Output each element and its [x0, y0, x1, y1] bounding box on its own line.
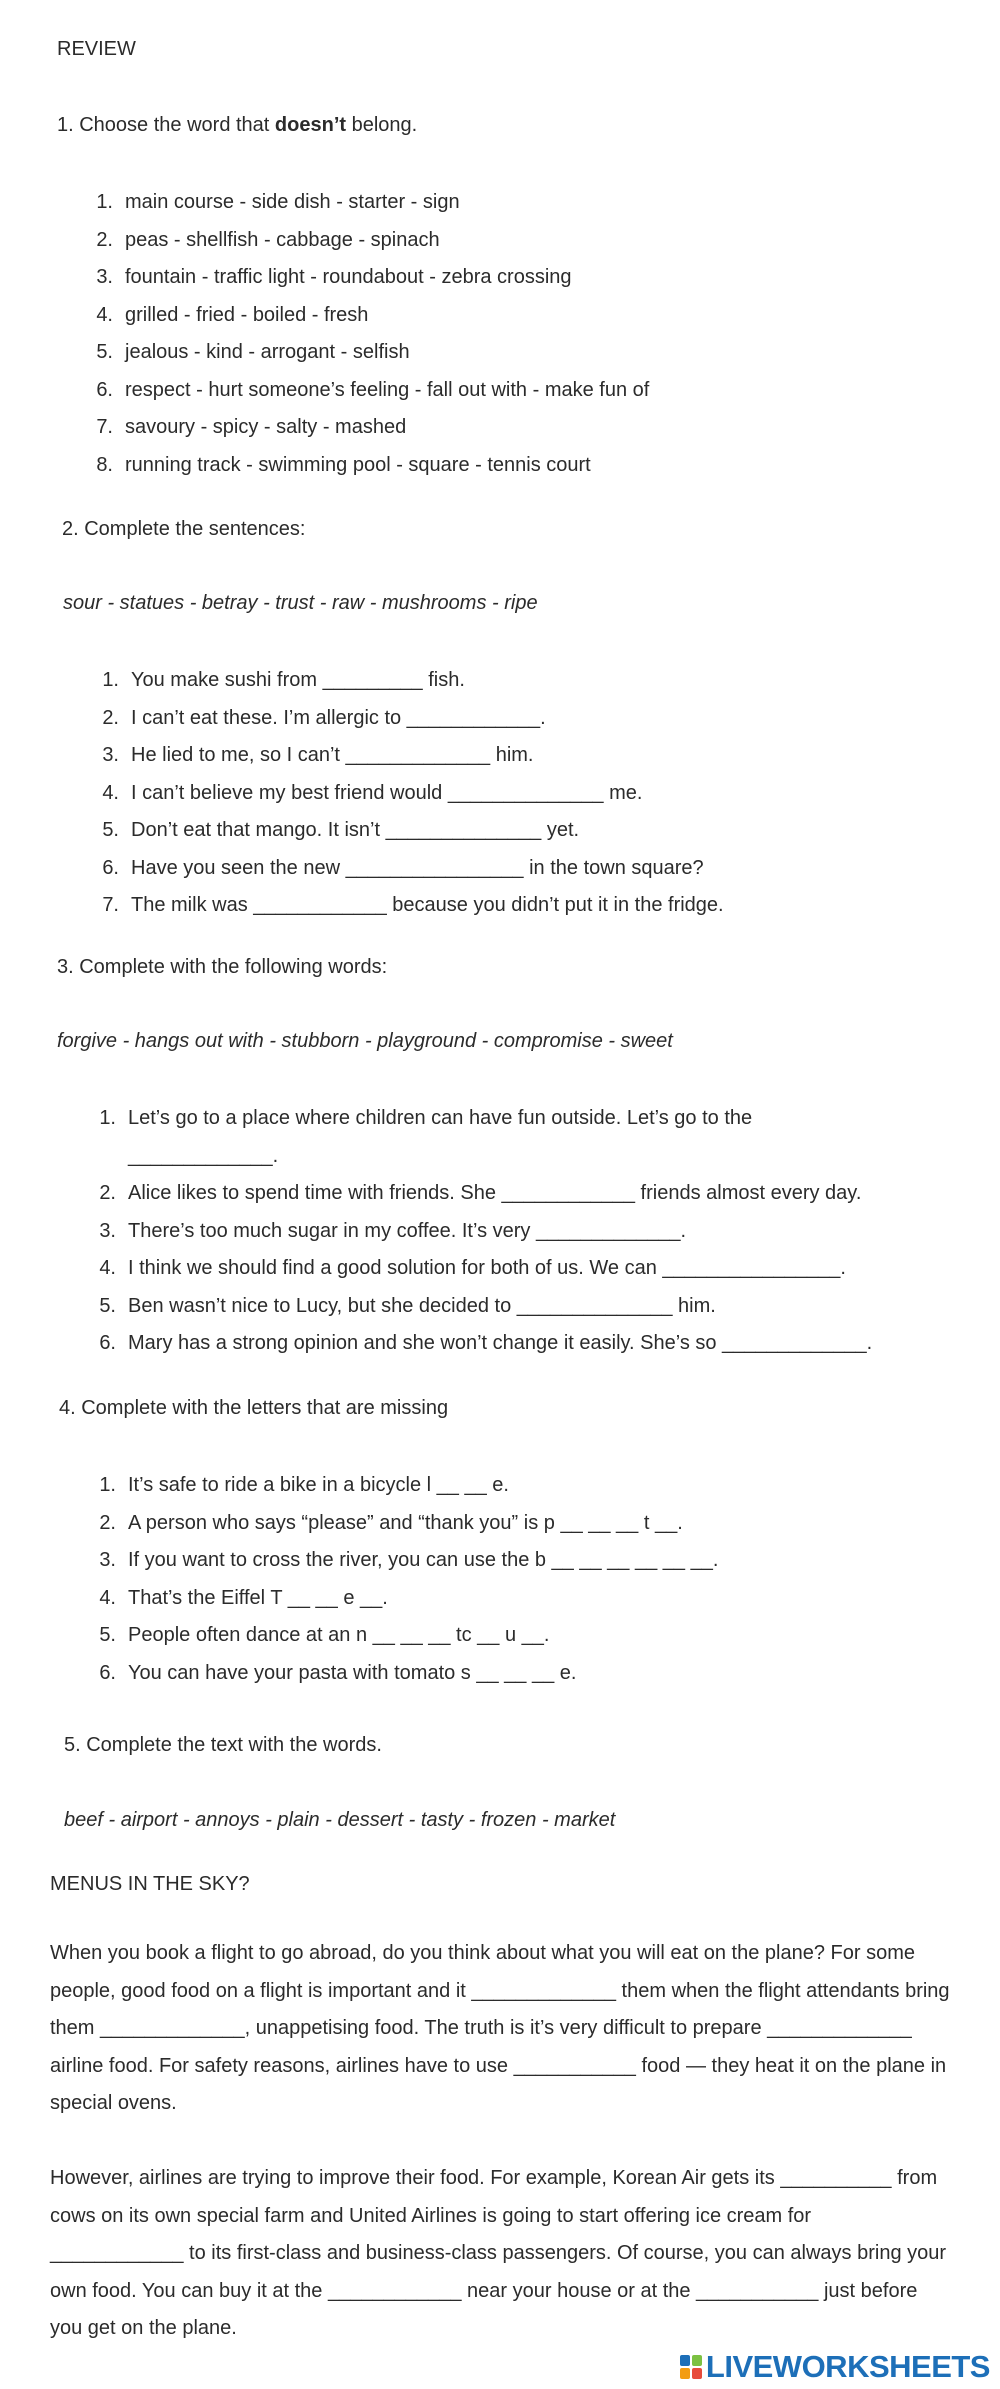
section-5-heading: 5. Complete the text with the words.: [64, 1734, 382, 1756]
list-item-text: running track - swimming pool - square - tennis court: [125, 453, 591, 476]
list-item-number: 3.: [102, 744, 119, 766]
worksheet-title: REVIEW: [57, 38, 136, 60]
list-item-number: 6.: [99, 1661, 116, 1684]
list-item-number: 7.: [102, 894, 119, 916]
section-5-word-bank: beef - airport - annoys - plain - dessert - tasty - frozen - market: [64, 1809, 616, 1831]
liveworksheets-logo: [680, 2349, 990, 2385]
list-item-text: I can’t eat these. I’m allergic to ____________.: [131, 706, 546, 729]
list-item-number: 3.: [96, 266, 113, 288]
list-item-number: 2.: [99, 1511, 116, 1534]
text-title: MENUS IN THE SKY?: [50, 1873, 250, 1895]
list-item-text: jealous - kind - arrogant - selfish: [125, 341, 410, 363]
section-3-heading: 3. Complete with the following words:: [57, 956, 388, 978]
list-item-text: People often dance at an n __ __ __ tc __ u __.: [128, 1624, 550, 1646]
list-item-number: 1.: [96, 191, 113, 213]
list-item-number: 2.: [99, 1182, 116, 1204]
list-item-number: 6.: [102, 856, 119, 879]
list-item-text: You can have your pasta with tomato s __ __ __ e.: [128, 1661, 577, 1684]
list-item-number: 6.: [96, 378, 113, 401]
list-item-text: peas - shellfish - cabbage - spinach: [125, 228, 440, 251]
list-item-number: 2.: [96, 228, 113, 251]
list-item-text: That’s the Eiffel T __ __ e __.: [128, 1586, 388, 1609]
list-item-number: 3.: [99, 1549, 116, 1571]
list-item-number: 4.: [96, 303, 113, 326]
list-item-text: There’s too much sugar in my coffee. It’s very _____________.: [128, 1219, 687, 1242]
list-item-number: 1.: [102, 669, 119, 691]
list-item-number: 5.: [102, 819, 119, 841]
list-item-text: A person who says “please” and “thank you” is p __ __ __ t __.: [128, 1511, 683, 1534]
list-item-text: It’s safe to ride a bike in a bicycle l __ __ e.: [128, 1474, 509, 1496]
list-item-text: I think we should find a good solution for both of us. We can ________________.: [128, 1257, 846, 1279]
list-item-text: Mary has a strong opinion and she won’t change it easily. She’s so _____________.: [128, 1332, 873, 1354]
list-item-text: Ben wasn’t nice to Lucy, but she decided to ______________ him.: [128, 1294, 716, 1317]
list-item-text: You make sushi from _________ fish.: [131, 669, 465, 691]
section-2-heading: 2. Complete the sentences:: [62, 518, 306, 540]
list-item-text: Don’t eat that mango. It isn’t ______________ yet.: [131, 819, 580, 841]
list-item-text: grilled - fried - boiled - fresh: [125, 303, 369, 326]
list-item-number: 6.: [99, 1332, 116, 1354]
list-item-number: 2.: [102, 706, 119, 729]
list-item-text: If you want to cross the river, you can use the b __ __ __ __ __ __.: [128, 1549, 719, 1571]
list-item-text: He lied to me, so I can’t _____________ him.: [131, 744, 534, 766]
text-paragraph-2: However, airlines are trying to improve their food. For example, Korean Air gets its __________ from cows on its own special farm and United Airlines is going to start offering ice cream for ____________ to its first-class and business-class passengers. Of course, you can always bring your own food. You can buy it at the ____________ near your house or at the ___________ just before you get on the plane.: [50, 2167, 947, 2339]
list-item-number: 4.: [99, 1257, 116, 1279]
section-3-word-bank: forgive - hangs out with - stubborn - playground - compromise - sweet: [57, 1030, 673, 1052]
list-item-number: 4.: [99, 1586, 116, 1609]
text-paragraph-1: When you book a flight to go abroad, do you think about what you will eat on the plane? For some people, good food on a flight is important and it _____________ them when the flight attendants bring them _____________, unappetising food. The truth is it’s very difficult to prepare _____________ airline food. For safety reasons, airlines have to use ___________ food — they heat it on the plane in special ovens.: [50, 1942, 950, 2114]
section-2-word-bank: sour - statues - betray - trust - raw - mushrooms - ripe: [63, 592, 538, 614]
section-1-heading: 1. Choose the word that doesn’t belong.: [57, 114, 418, 136]
list-item-text: fountain - traffic light - roundabout - zebra crossing: [125, 266, 572, 288]
list-item-text: I can’t believe my best friend would ______________ me.: [131, 781, 643, 804]
list-item-number: 4.: [102, 781, 119, 804]
list-item-text: Have you seen the new ________________ in the town square?: [131, 856, 704, 879]
list-item-text: savoury - spicy - salty - mashed: [125, 416, 407, 438]
list-item-number: 7.: [96, 416, 113, 438]
list-item-text: Alice likes to spend time with friends. She ____________ friends almost every day.: [128, 1182, 862, 1204]
list-item-text: Let’s go to a place where children can have fun outside. Let’s go to the: [128, 1107, 753, 1129]
list-item-text: main course - side dish - starter - sign: [125, 191, 460, 213]
list-item-number: 1.: [99, 1474, 116, 1496]
list-item-number: 5.: [99, 1624, 116, 1646]
worksheet-page: REVIEW 1. Choose the word that doesn’t belong. 1. main course - side dish - starter - sign 2. peas - shellfish - cabbage - spinach 3. fountain - traffic light - roundabout - zebra crossing 4. grilled - fried - boiled - fresh 5. jealous - kind - arrogant - selfish 6. respect - hurt someone’s feeling - fall out with - make fun of 7. savoury - spicy - salty - mashed 8. running track - swimming pool - square - tennis court 2. Complete the sentences: sour - statues - betray - trust - raw - mushrooms - ripe 1. You make sushi from _________ fish. 2. I can’t eat these. I’m allergic to ____________. 3. He lied to me, so I can’t _____________ him. 4. I can’t believe my best friend would ______________ me. 5. Don’t eat that mango. It isn’t ______________ yet. 6. Have you seen the new ________________ in the town square? 7. The milk was ____________ because you didn’t put it in the fridge. 3. Complete with the following words: forgive - hangs out with - stubborn - playground - compromise - sweet 1. Let’s go to a place where children can have fun outside. Let’s go to the _____________. 2. Alice likes to spend time with friends. She ____________ friends almost every day. 3. There’s too much sugar in my coffee. It’s very _____________. 4. I think we should find a good solution for both of us. We can ________________. 5. Ben wasn’t nice to Lucy, but she decided to ______________ him. 6. Mary has a strong opinion and she won’t change it easily. She’s so _____________. 4. Complete with the letters that are missing 1. It’s safe to ride a bike in a bicycle l __ __ e. 2. A person who says “please” and “thank you” is p __ __ __ t __. 3. If you want to cross the river, you can use the b __ __ __ __ __ __. 4. That’s the Eiffel T __ __ e __. 5. People often dance at an n __ __ __ tc __ u __. 6. You can have your pasta with tomato s __ __ __ e. 5. Complete the text with the words. beef - airport - annoys - plain - dessert - tasty - frozen - market MENUS IN THE SKY? When you book a flight to go abroad, do you think about what you will eat on the plane? For some people, good food on a flight is important and it _____________ them when the flight attendants bring them _____________, unappetising food. The truth is it’s very difficult to prepare _____________ airline food. For safety reasons, airlines have to use ___________ food — they heat it on the plane in special ovens. However, airlines are trying to improve their food. For example, Korean Air gets its __________ from cows on its own special farm and United Airlines is going to start offering ice cream for ____________ to its first-class and business-class passengers. Of course, you can always bring your own food. You can buy it at the ____________ near your house or at the ___________ just before you get on the plane. LIVEWORKSHEETS: [50, 38, 990, 2384]
list-item-number: 5.: [96, 341, 113, 363]
list-item-text: respect - hurt someone’s feeling - fall out with - make fun of: [125, 378, 650, 401]
list-item-number: 8.: [96, 453, 113, 476]
section-4-heading: 4. Complete with the letters that are missing: [59, 1397, 449, 1419]
liveworksheets-logo-icon: [680, 2355, 702, 2379]
list-item-number: 5.: [99, 1294, 116, 1317]
list-item-text: _____________.: [128, 1144, 279, 1167]
liveworksheets-logo-text: LIVEWORKSHEETS: [705, 2349, 990, 2384]
list-item-text: The milk was ____________ because you didn’t put it in the fridge.: [131, 894, 724, 916]
list-item-number: 3.: [99, 1219, 116, 1242]
